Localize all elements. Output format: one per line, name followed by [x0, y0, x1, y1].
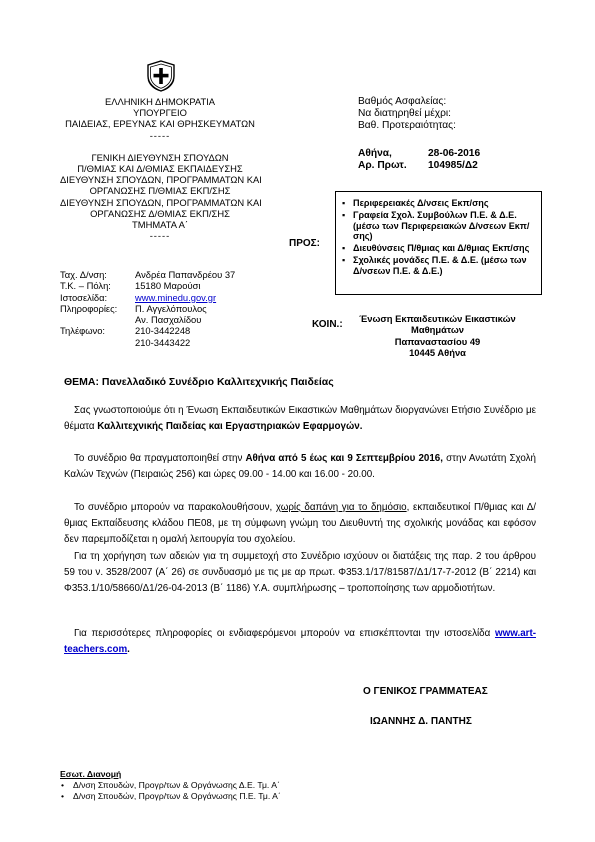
postcode-value: 15180 Μαρούσι	[135, 280, 201, 292]
address-value: Ανδρέα Παπανδρέου 37	[135, 269, 236, 280]
postcode-label: Τ.Κ. – Πόλη:	[60, 280, 111, 292]
body-paragraph	[64, 500, 536, 549]
internal-distribution	[60, 769, 281, 801]
document-date: 28-06-2016	[428, 148, 481, 159]
retention: Να διατηρηθεί μέχρι:	[358, 107, 452, 119]
paragraph-text: , εκπαιδευτικοί Π/θμιας και Δ/θμιας Εκπαίδευσης κλάδου ΠΕ08, με τη σύμφωνη γνώμη του Διευθυντή της σχολικής μονάδας και εφόσον δεν παρεμποδίζεται η ομαλή λειτουργία του σχολείου.	[64, 502, 536, 546]
cc-line: Ένωση Εκπαιδευτικών Εικαστικών	[359, 313, 516, 324]
dept-line: ΔΙΕΥΘΥΝΣΗ ΣΠΟΥΔΩΝ, ΠΡΟΓΡΑΜΜΑΤΩΝ ΚΑΙ	[60, 174, 262, 186]
dept-line: ΟΡΓΑΝΩΣΗΣ Π/ΘΜΙΑΣ ΕΚΠ/ΣΗΣ	[89, 185, 231, 197]
cc-line: Παπαναστασίου 49	[394, 335, 481, 347]
phone-2: 210-3443422	[135, 336, 191, 348]
info-label: Πληροφορίες:	[60, 302, 118, 314]
info-contact-1: Π. Αγγελόπουλος	[135, 302, 207, 314]
cc-line: Μαθημάτων	[411, 324, 464, 336]
body-paragraph	[64, 549, 536, 598]
phone-1: 210-3442248	[135, 325, 191, 337]
signatory-name: ΙΩΑΝΝΗΣ Δ. ΠΑΝΤΗΣ	[370, 716, 472, 727]
website-link[interactable]: www.minedu.gov.gr	[135, 291, 217, 303]
date-protocol-block	[358, 148, 480, 172]
letterhead-ministry: ΥΠΟΥΡΓΕΙΟ	[133, 107, 187, 119]
priority: Βαθ. Προτεραιότητας:	[358, 119, 456, 131]
info-contact-2: Αν. Πασχαλίδου	[135, 314, 202, 326]
paragraph-text: Για περισσότερες πληροφορίες οι ενδιαφερόμενοι μπορούν να επισκέπτονται την ιστοσελίδα	[74, 628, 495, 639]
place: Αθήνα,	[358, 148, 392, 159]
letterhead	[60, 96, 260, 241]
subject-line: ΘΕΜΑ: Πανελλαδικό Συνέδριο Καλλιτεχνικής Παιδείας	[64, 376, 334, 388]
contact-details	[60, 269, 235, 348]
dept-line: Π/ΘΜΙΑΣ ΚΑΙ Δ/ΘΜΙΑΣ ΕΚΠΑΙΔΕΥΣΗΣ	[77, 163, 243, 175]
art-teachers-link[interactable]: www.art-teachers.com	[64, 628, 536, 656]
paragraph-text: Για τη χορήγηση των αδειών για τη συμμετοχή στο Συνέδριο ισχύουν οι διατάξεις της παρ. 2 του άρθρου 59 του ν. 3528/2007 (Α΄ 26) σε συνδυασμό με τις με αρ πρωτ. Φ353.1/17/81587/Δ1/17-7-2012 (Β΄ 2214) και Φ353.1/10/58660/Δ1/26-04-2013 (Β΄ 1186) Υ.Α. συμπλήρωσης – τροποποίησης των αρμοδιοτήτων.	[64, 551, 536, 595]
letterhead-separator: -----	[149, 129, 171, 141]
body-paragraph	[64, 626, 536, 658]
recipient-item: ▪ Περιφερειακές Δ/νσεις Εκπ/σης	[342, 198, 537, 209]
paragraph-bold-text: Καλλιτεχνικής Παιδείας και Εργαστηριακών Εφαρμογών.	[97, 421, 363, 433]
security-level: Βαθμός Ασφαλείας:	[358, 96, 447, 107]
letterhead-country: ΕΛΛΗΝΙΚΗ ΔΗΜΟΚΡΑΤΙΑ	[104, 96, 216, 107]
cc-line: 10445 Αθήνα	[409, 346, 466, 358]
recipient-item: ▪ Σχολικές μονάδες Π.Ε. & Δ.Ε. (μέσω των Δ/νσεων Π.Ε. & Δ.Ε.)	[342, 255, 537, 277]
body-paragraph	[64, 403, 536, 435]
address-label: Ταχ. Δ/νση:	[60, 269, 107, 280]
distribution-item: • Δ/νση Σπουδών, Προγρ/των & Οργάνωσης Δ.Ε. Τμ. Α΄	[60, 780, 281, 791]
greek-coat-of-arms-icon	[146, 60, 176, 92]
cc-label: ΚΟΙΝ.:	[312, 319, 343, 330]
signatory-title: Ο ΓΕΝΙΚΟΣ ΓΡΑΜΜΑΤΕΑΣ	[363, 686, 488, 697]
protocol-label: Αρ. Πρωτ.	[358, 160, 407, 171]
dept-line: ΓΕΝΙΚΗ ΔΙΕΥΘΥΝΣΗ ΣΠΟΥΔΩΝ	[91, 151, 229, 163]
paragraph-text: Το συνέδριο θα πραγματοποιηθεί στην	[74, 453, 246, 464]
distribution-item: • Δ/νση Σπουδών, Προγρ/των & Οργάνωσης Π.Ε. Τμ. Α΄	[60, 791, 281, 802]
recipients-box	[335, 191, 542, 295]
paragraph-underlined-text: χωρίς δαπάνη για το δημόσιο	[275, 502, 407, 513]
website-label: Ιστοσελίδα:	[60, 291, 108, 303]
paragraph-text: Σας γνωστοποιούμε ότι η Ένωση Εκπαιδευτικών Εικαστικών Μαθημάτων διοργανώνει Ετήσιο Συνέδριο με θέματα	[64, 405, 536, 433]
paragraph-text: Το συνέδριο μπορούν να παρακολουθήσουν,	[74, 502, 276, 513]
paragraph-text: στην Ανωτάτη Σχολή Καλών Τεχνών (Πειραιώς 256) και ώρες 09.00 - 14.00 και 16.00 - 20.00.	[64, 453, 536, 481]
dept-line: ΔΙΕΥΘΥΝΣΗ ΣΠΟΥΔΩΝ, ΠΡΟΓΡΑΜΜΑΤΩΝ ΚΑΙ	[60, 196, 262, 208]
recipient-item: ▪ Γραφεία Σχολ. Συμβούλων Π.Ε. & Δ.Ε. (μέσω των Περιφερειακών Δ/νσεων Εκπ/σης)	[342, 210, 537, 242]
dept-separator: -----	[149, 230, 171, 242]
recipients-label: ΠΡΟΣ:	[289, 238, 321, 249]
protocol-number: 104985/Δ2	[428, 160, 478, 171]
security-block	[358, 96, 456, 131]
paragraph-text: .	[127, 644, 130, 656]
phone-label: Τηλέφωνο:	[60, 325, 106, 337]
paragraph-bold-text: Αθήνα από 5 έως και 9 Σεπτεμβρίου 2016,	[245, 453, 443, 464]
distribution-title: Εσωτ. Διανομή	[60, 769, 122, 779]
cc-recipient	[340, 313, 535, 358]
dept-line: ΤΜΗΜΑΤΑ Α΄	[132, 219, 188, 231]
letterhead-ministry-name: ΠΑΙΔΕΙΑΣ, ΕΡΕΥΝΑΣ ΚΑΙ ΘΡΗΣΚΕΥΜΑΤΩΝ	[65, 118, 255, 130]
recipient-item: ▪ Διευθύνσεις Π/θμιας και Δ/θμιας Εκπ/σης	[342, 243, 537, 254]
body-paragraph	[64, 451, 536, 483]
dept-line: ΟΡΓΑΝΩΣΗΣ Δ/ΘΜΙΑΣ ΕΚΠ/ΣΗΣ	[90, 207, 230, 219]
